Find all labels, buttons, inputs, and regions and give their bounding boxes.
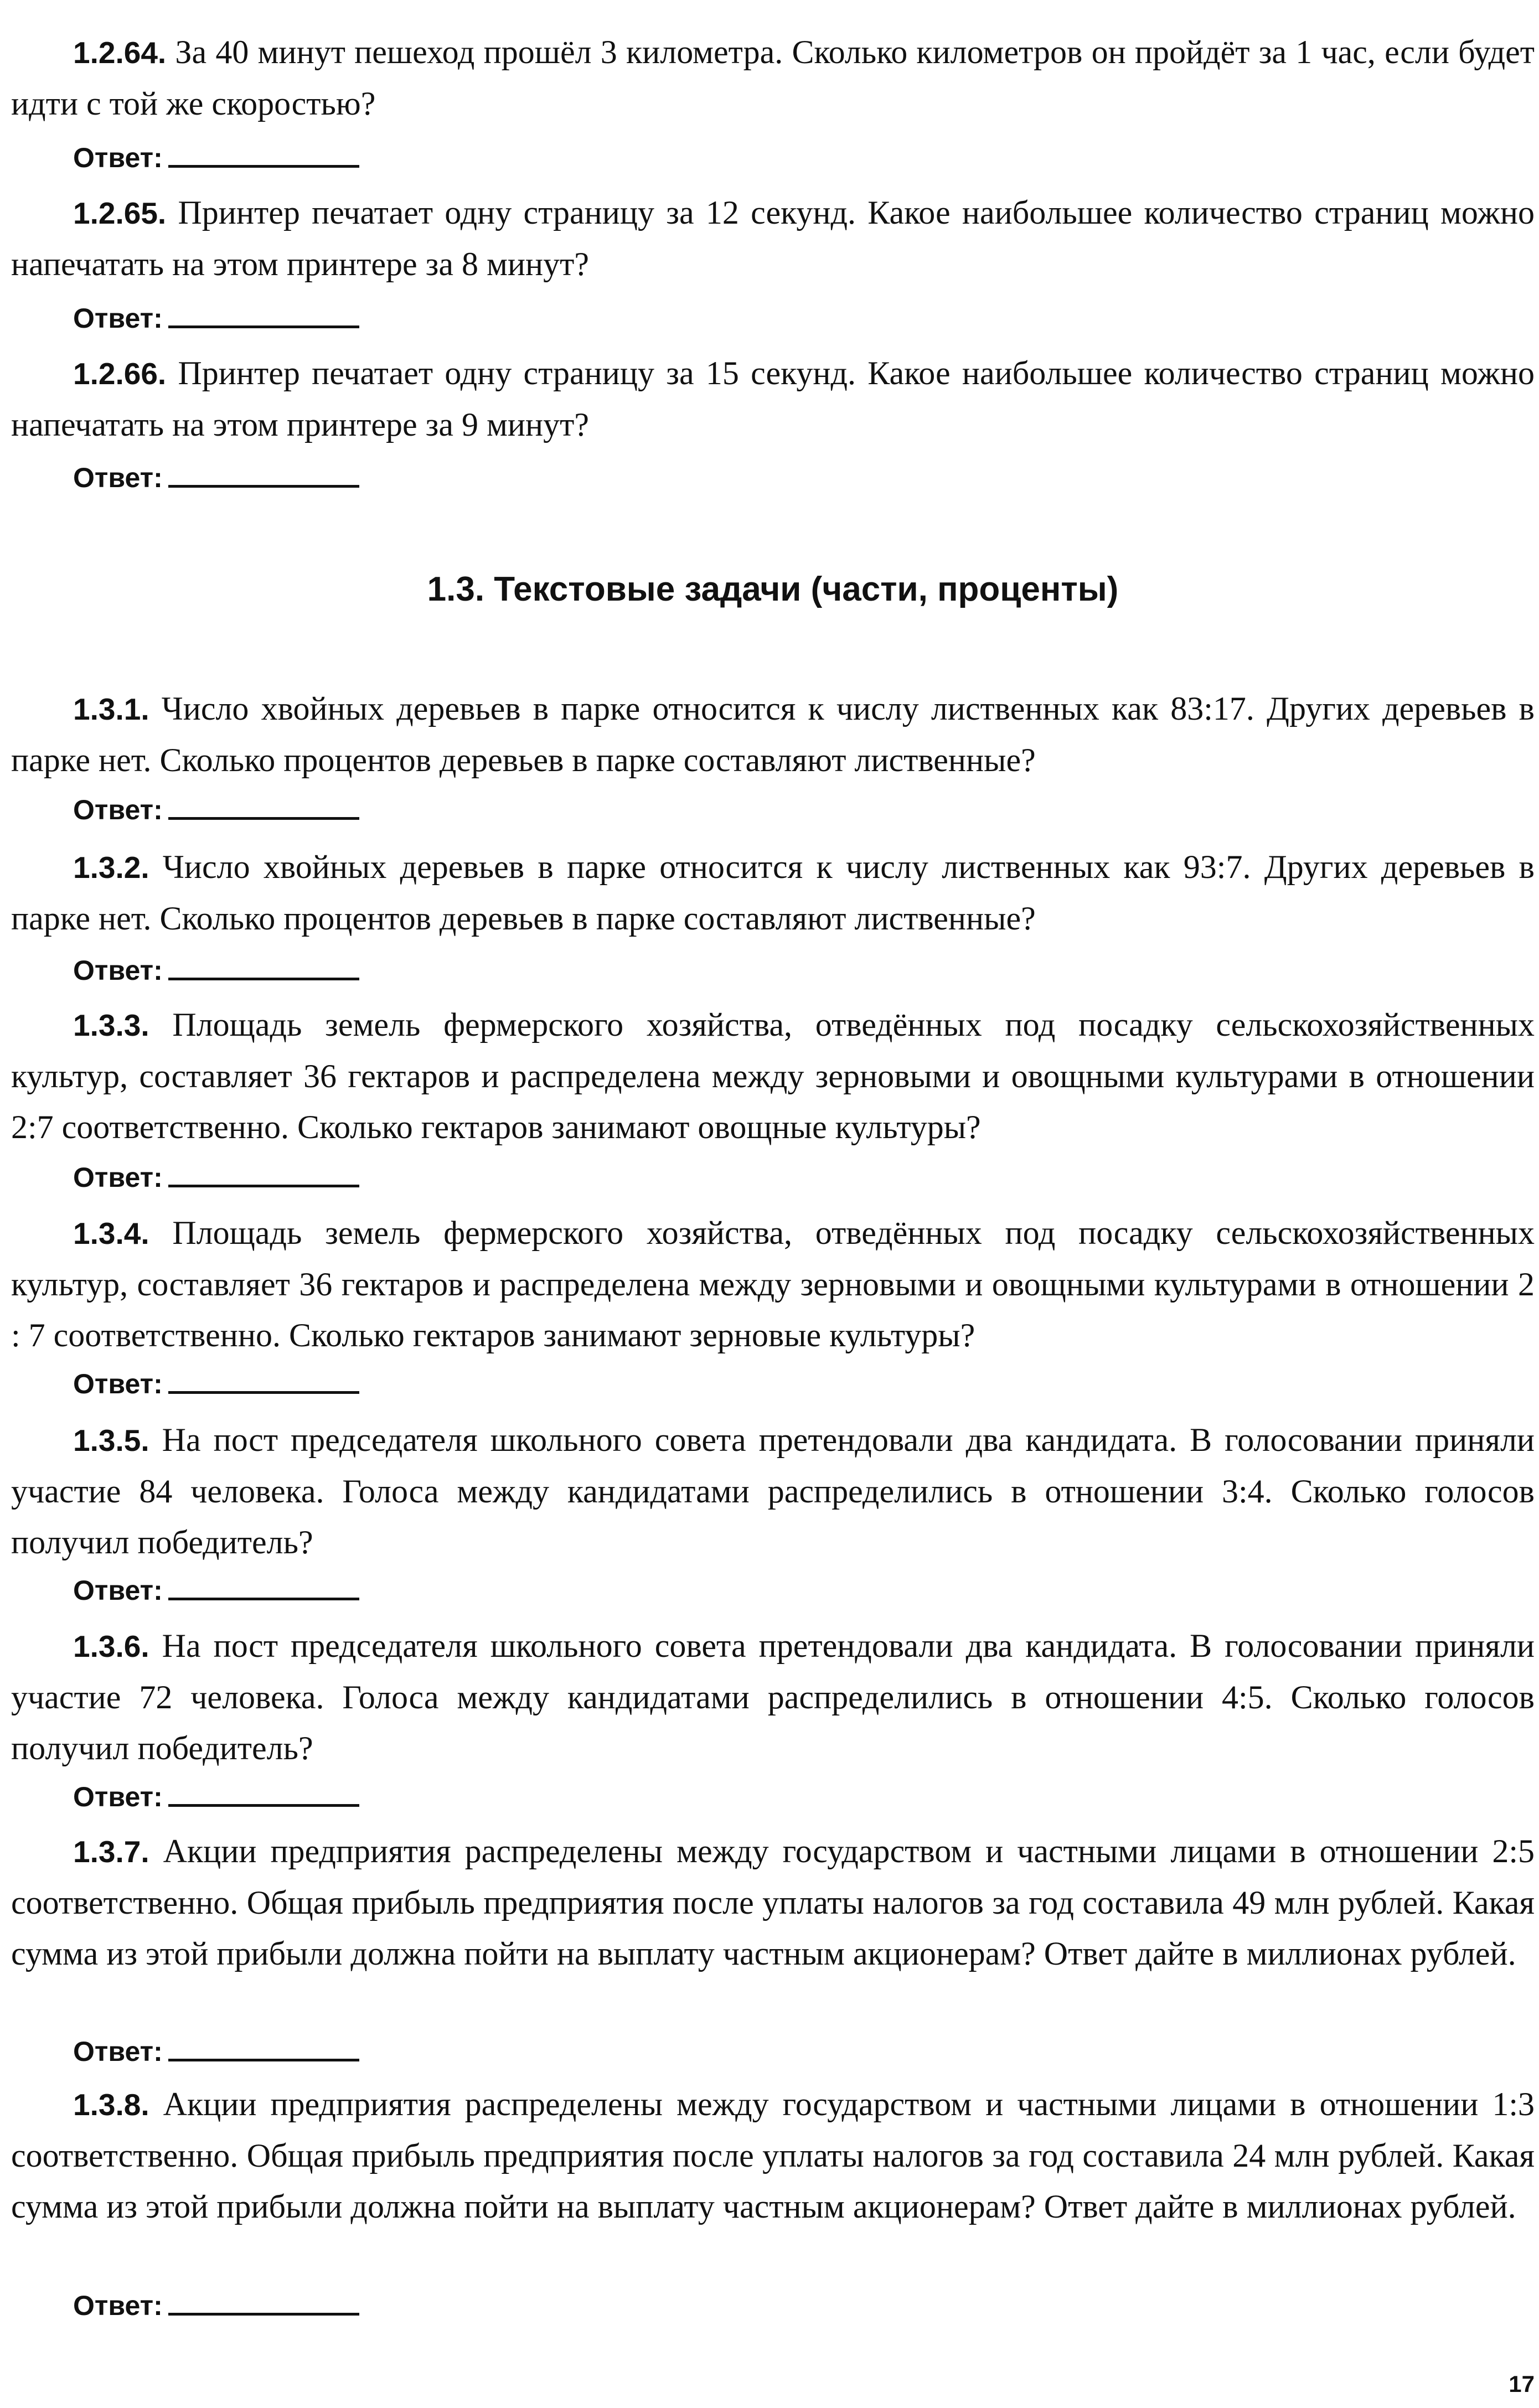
- answer-label: Ответ:: [73, 794, 163, 825]
- problem-text: Число хвойных деревьев в парке относится к числу лиственных как 93:7. Других деревьев в парке нет. Сколько процентов деревьев в парке составляют лиственные?: [11, 849, 1535, 937]
- problem-number: 1.3.4.: [73, 1216, 149, 1250]
- answer-label: Ответ:: [73, 2290, 163, 2321]
- answer-label: Ответ:: [73, 2036, 163, 2067]
- answer-blank-line[interactable]: [168, 817, 359, 820]
- problem-text: Площадь земель фермерского хозяйства, отведённых под посадку сельскохозяйственных культур, составляет 36 гектаров и распределена между зерновыми и овощными культурами в отношении 2 : 7 соответственно. Сколько гектаров занимают зерновые культуры?: [11, 1215, 1535, 1353]
- answer-blank-line[interactable]: [168, 1391, 359, 1394]
- problem-text: Площадь земель фермерского хозяйства, отведённых под посадку сельскохозяйственных культур, составляет 36 гектаров и распределена между зерновыми и овощными культурами в отношении 2:7 соответственно. Сколько гектаров занимают овощные культуры?: [11, 1006, 1535, 1145]
- answer-blank-line[interactable]: [168, 1804, 359, 1807]
- problem-1-2-66: [11, 348, 1535, 450]
- problem-number: 1.3.6.: [73, 1629, 149, 1663]
- problem-number: 1.3.5.: [73, 1423, 149, 1458]
- problem-1-2-65: [11, 187, 1535, 290]
- answer-blank-line[interactable]: [168, 1598, 359, 1600]
- problem-number: 1.2.65.: [73, 196, 167, 230]
- problem-number: 1.2.64.: [73, 35, 167, 70]
- problem-number: 1.3.2.: [73, 850, 149, 885]
- answer-field[interactable]: [73, 461, 359, 494]
- problem-1-3-2: [11, 841, 1535, 944]
- answer-label: Ответ:: [73, 303, 163, 334]
- problem-number: 1.3.8.: [73, 2087, 149, 2122]
- page-number: 17: [1509, 2371, 1535, 2397]
- answer-label: Ответ:: [73, 1575, 163, 1606]
- problem-text: Акции предприятия распределены между государством и частными лицами в отношении 1:3 соответственно. Общая прибыль предприятия после уплаты налогов за год составила 24 млн рублей. Какая сумма из этой прибыли должна пойти на выплату частным акционерам? Ответ дайте в миллионах рублей.: [11, 2086, 1535, 2225]
- problem-1-3-8: [11, 2079, 1535, 2232]
- answer-field[interactable]: [73, 1161, 359, 1194]
- answer-blank-line[interactable]: [168, 165, 359, 168]
- answer-label: Ответ:: [73, 1368, 163, 1399]
- answer-blank-line[interactable]: [168, 2313, 359, 2316]
- problem-number: 1.3.1.: [73, 692, 149, 726]
- problem-text: Принтер печатает одну страницу за 15 секунд. Какое наибольшее количество страниц можно напечатать на этом принтере за 9 минут?: [11, 355, 1535, 443]
- document-page: [11, 0, 1535, 2408]
- problem-1-3-3: [11, 999, 1535, 1153]
- problem-number: 1.3.7.: [73, 1835, 149, 1869]
- problem-1-3-5: [11, 1414, 1535, 1568]
- answer-field[interactable]: [73, 793, 359, 826]
- answer-label: Ответ:: [73, 462, 163, 493]
- answer-blank-line[interactable]: [168, 325, 359, 328]
- answer-blank-line[interactable]: [168, 1185, 359, 1187]
- problem-text: На пост председателя школьного совета претендовали два кандидата. В голосовании приняли участие 72 человека. Голоса между кандидатами распределились в отношении 4:5. Сколько голосов получил победитель?: [11, 1627, 1535, 1766]
- problem-text: Акции предприятия распределены между государством и частными лицами в отношении 2:5 соответственно. Общая прибыль предприятия после уплаты налогов за год составила 49 млн рублей. Какая сумма из этой прибыли должна пойти на выплату частным акционерам? Ответ дайте в миллионах рублей.: [11, 1833, 1535, 1972]
- problem-number: 1.3.3.: [73, 1008, 149, 1042]
- problem-text: На пост председателя школьного совета претендовали два кандидата. В голосовании приняли участие 84 человека. Голоса между кандидатами распределились в отношении 3:4. Сколько голосов получил победитель?: [11, 1422, 1535, 1560]
- answer-field[interactable]: [73, 2035, 359, 2068]
- answer-field[interactable]: [73, 302, 359, 335]
- answer-label: Ответ:: [73, 142, 163, 173]
- problem-1-3-7: [11, 1826, 1535, 1979]
- answer-label: Ответ:: [73, 1162, 163, 1193]
- problem-1-3-4: [11, 1207, 1535, 1361]
- problem-1-2-64: [11, 27, 1535, 129]
- problem-text: Число хвойных деревьев в парке относится к числу лиственных как 83:17. Других деревьев в парке нет. Сколько процентов деревьев в парке составляют лиственные?: [11, 690, 1535, 778]
- answer-blank-line[interactable]: [168, 2059, 359, 2061]
- problem-text: За 40 минут пешеход прошёл 3 километра. Сколько километров он пройдёт за 1 час, если будет идти с той же скоростью?: [11, 34, 1535, 122]
- answer-label: Ответ:: [73, 955, 163, 986]
- problem-1-3-1: [11, 683, 1535, 786]
- problem-1-3-6: [11, 1620, 1535, 1774]
- answer-field[interactable]: [73, 2289, 359, 2322]
- answer-label: Ответ:: [73, 1781, 163, 1812]
- answer-field[interactable]: [73, 1367, 359, 1401]
- problem-text: Принтер печатает одну страницу за 12 секунд. Какое наибольшее количество страниц можно напечатать на этом принтере за 8 минут?: [11, 194, 1535, 282]
- answer-blank-line[interactable]: [168, 485, 359, 488]
- section-title: 1.3. Текстовые задачи (части, проценты): [427, 570, 1119, 608]
- answer-field[interactable]: [73, 954, 359, 987]
- answer-field[interactable]: [73, 141, 359, 174]
- problem-number: 1.2.66.: [73, 356, 167, 391]
- answer-field[interactable]: [73, 1574, 359, 1607]
- answer-field[interactable]: [73, 1780, 359, 1813]
- answer-blank-line[interactable]: [168, 978, 359, 980]
